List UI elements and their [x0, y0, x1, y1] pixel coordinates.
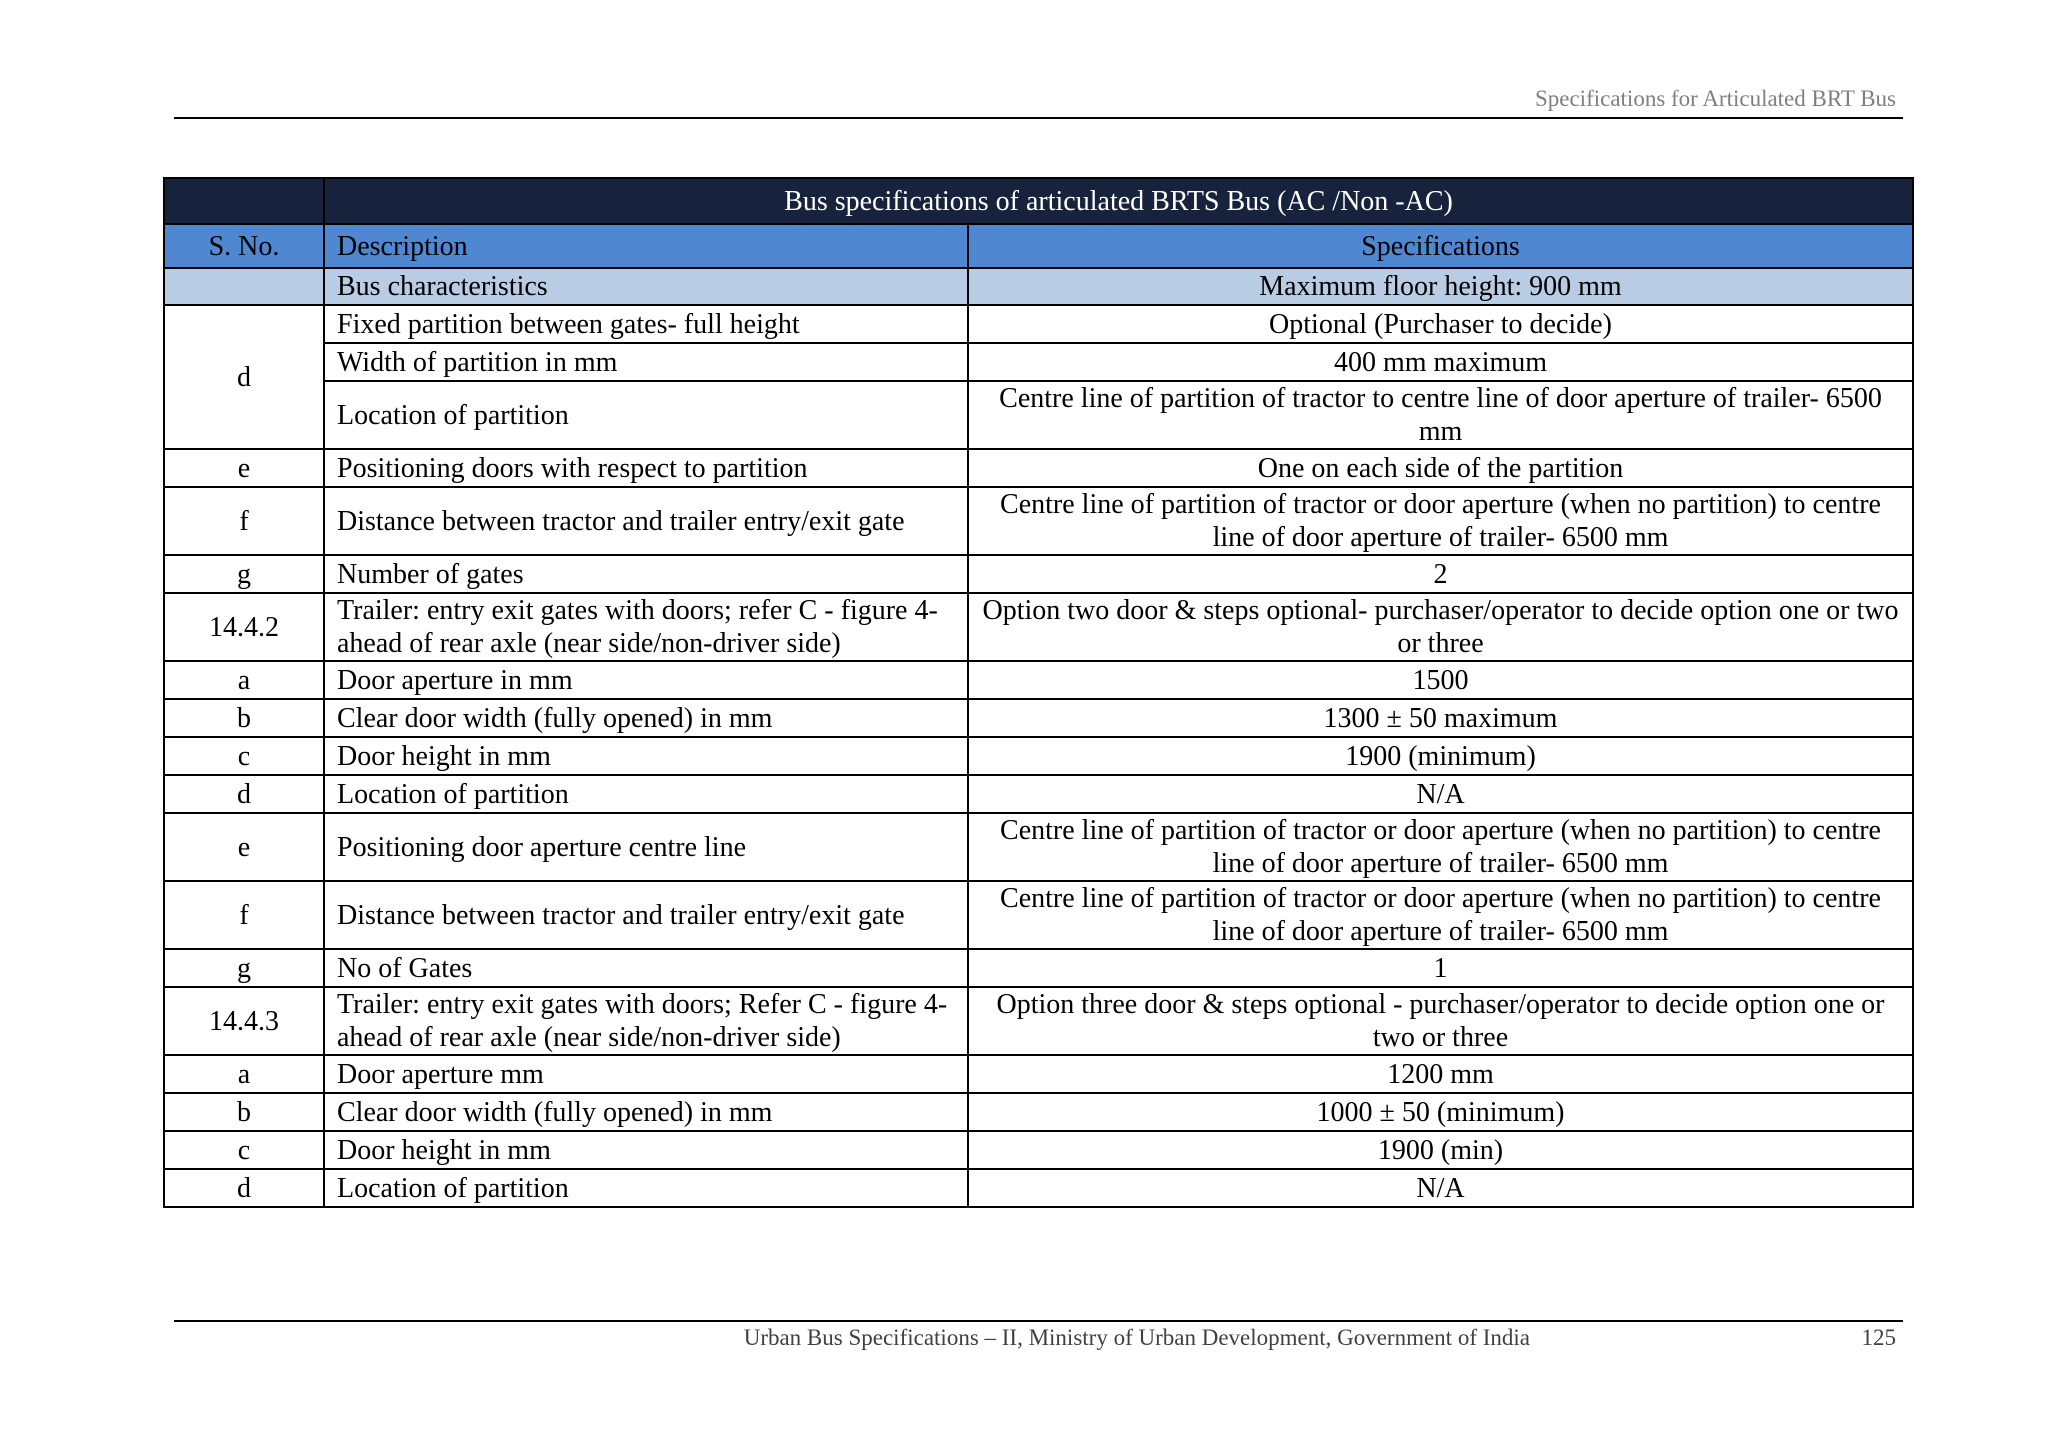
table-row: [164, 1055, 1913, 1093]
description-cell: Door aperture in mm: [324, 661, 968, 699]
table-title: Bus specifications of articulated BRTS Bus (AC /Non -AC): [324, 178, 1913, 224]
description-cell: Trailer: entry exit gates with doors; Refer C - figure 4-ahead of rear axle (near side/non-driver side): [324, 987, 968, 1055]
table-row: [164, 343, 1913, 381]
sno-cell: b: [164, 699, 324, 737]
sno-cell: f: [164, 881, 324, 949]
sno-cell: d: [164, 305, 324, 449]
sno-cell: d: [164, 775, 324, 813]
table-row: [164, 661, 1913, 699]
table-title-row: [164, 178, 1913, 224]
table-row: [164, 305, 1913, 343]
description-cell: Number of gates: [324, 555, 968, 593]
description-cell: No of Gates: [324, 949, 968, 987]
footer-rule: [174, 1320, 1903, 1322]
title-blank-cell: [164, 178, 324, 224]
sno-cell: b: [164, 1093, 324, 1131]
sno-cell: 14.4.3: [164, 987, 324, 1055]
sno-cell: a: [164, 1055, 324, 1093]
spec-cell: 1900 (minimum): [968, 737, 1913, 775]
table-row: [164, 487, 1913, 555]
table-row: [164, 775, 1913, 813]
subheader-description: Bus characteristics: [324, 268, 968, 305]
spec-cell: Centre line of partition of tractor or door aperture (when no partition) to centre line of door aperture of trailer- 6500 mm: [968, 487, 1913, 555]
description-cell: Distance between tractor and trailer entry/exit gate: [324, 487, 968, 555]
footer-text: Urban Bus Specifications – II, Ministry of Urban Development, Government of India: [743, 1325, 1530, 1350]
sno-cell: e: [164, 813, 324, 881]
subheader-spec: Maximum floor height: 900 mm: [968, 268, 1913, 305]
spec-cell: N/A: [968, 775, 1913, 813]
column-header-description: Description: [324, 224, 968, 268]
table-row: [164, 881, 1913, 949]
spec-cell: 1000 ± 50 (minimum): [968, 1093, 1913, 1131]
spec-cell: 1: [968, 949, 1913, 987]
column-header-sno: S. No.: [164, 224, 324, 268]
table-row: [164, 381, 1913, 449]
description-cell: Positioning doors with respect to partition: [324, 449, 968, 487]
subheader-blank-cell: [164, 268, 324, 305]
sno-cell: 14.4.2: [164, 593, 324, 661]
table-row: [164, 813, 1913, 881]
sno-cell: c: [164, 1131, 324, 1169]
description-cell: Clear door width (fully opened) in mm: [324, 1093, 968, 1131]
description-cell: Positioning door aperture centre line: [324, 813, 968, 881]
sno-cell: a: [164, 661, 324, 699]
spec-cell: One on each side of the partition: [968, 449, 1913, 487]
description-cell: Trailer: entry exit gates with doors; refer C - figure 4-ahead of rear axle (near side/non-driver side): [324, 593, 968, 661]
spec-cell: Centre line of partition of tractor to centre line of door aperture of trailer- 6500 mm: [968, 381, 1913, 449]
description-cell: Location of partition: [324, 775, 968, 813]
spec-cell: Option two door & steps optional- purchaser/operator to decide option one or two or three: [968, 593, 1913, 661]
table-row: [164, 1169, 1913, 1207]
spec-cell: Optional (Purchaser to decide): [968, 305, 1913, 343]
spec-cell: Option three door & steps optional - purchaser/operator to decide option one or two or three: [968, 987, 1913, 1055]
spec-cell: 1200 mm: [968, 1055, 1913, 1093]
header-rule: [174, 117, 1903, 119]
page-header-title: Specifications for Articulated BRT Bus: [1534, 86, 1896, 111]
table-row: [164, 593, 1913, 661]
table-row: [164, 987, 1913, 1055]
page-number: 125: [1861, 1325, 1896, 1350]
specifications-table: [163, 177, 1914, 1208]
description-cell: Clear door width (fully opened) in mm: [324, 699, 968, 737]
spec-cell: N/A: [968, 1169, 1913, 1207]
description-cell: Width of partition in mm: [324, 343, 968, 381]
column-header-specifications: Specifications: [968, 224, 1913, 268]
sno-cell: g: [164, 555, 324, 593]
spec-cell: 2: [968, 555, 1913, 593]
sno-cell: c: [164, 737, 324, 775]
table-subheader-row: [164, 268, 1913, 305]
table-row: [164, 1093, 1913, 1131]
table-row: [164, 449, 1913, 487]
description-cell: Door height in mm: [324, 1131, 968, 1169]
spec-cell: 1900 (min): [968, 1131, 1913, 1169]
spec-cell: Centre line of partition of tractor or door aperture (when no partition) to centre line of door aperture of trailer- 6500 mm: [968, 881, 1913, 949]
description-cell: Door height in mm: [324, 737, 968, 775]
table-row: [164, 737, 1913, 775]
spec-cell: 1500: [968, 661, 1913, 699]
sno-cell: g: [164, 949, 324, 987]
table-header-row: [164, 224, 1913, 268]
table-row: [164, 1131, 1913, 1169]
table-row: [164, 949, 1913, 987]
spec-cell: Centre line of partition of tractor or door aperture (when no partition) to centre line of door aperture of trailer- 6500 mm: [968, 813, 1913, 881]
description-cell: Location of partition: [324, 1169, 968, 1207]
description-cell: Location of partition: [324, 381, 968, 449]
spec-cell: 400 mm maximum: [968, 343, 1913, 381]
sno-cell: d: [164, 1169, 324, 1207]
sno-cell: e: [164, 449, 324, 487]
spec-cell: 1300 ± 50 maximum: [968, 699, 1913, 737]
sno-cell: f: [164, 487, 324, 555]
table-row: [164, 555, 1913, 593]
description-cell: Distance between tractor and trailer entry/exit gate: [324, 881, 968, 949]
description-cell: Door aperture mm: [324, 1055, 968, 1093]
table-row: [164, 699, 1913, 737]
description-cell: Fixed partition between gates- full height: [324, 305, 968, 343]
